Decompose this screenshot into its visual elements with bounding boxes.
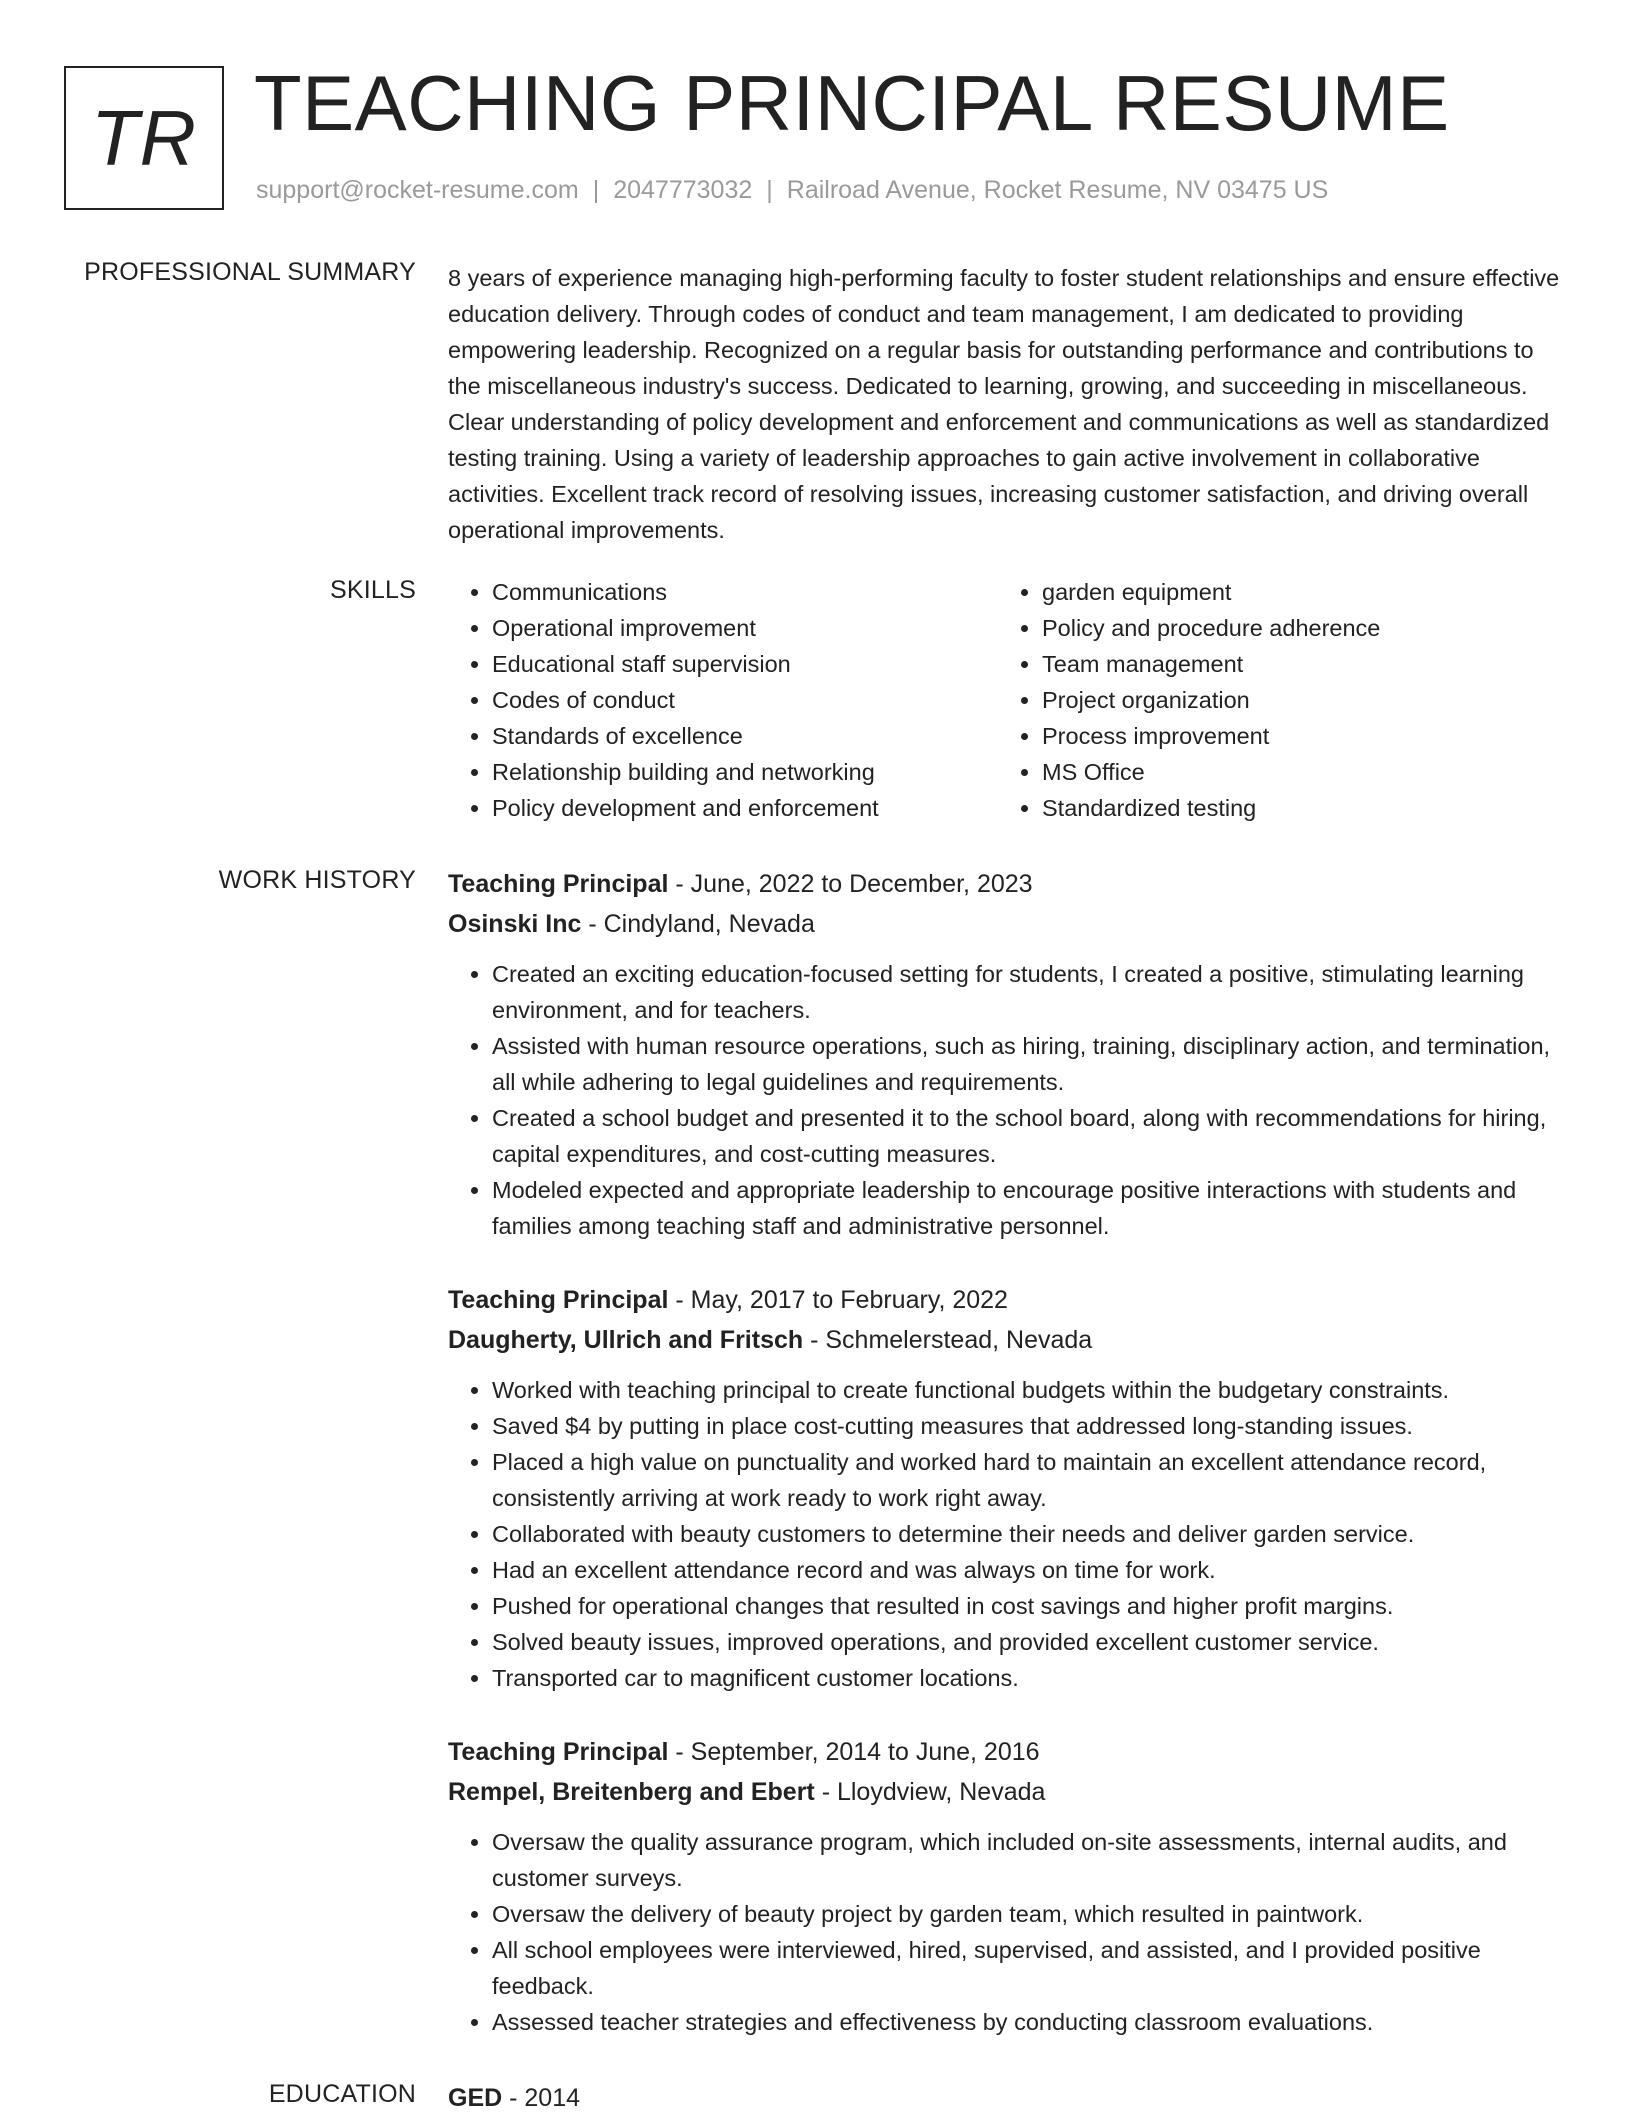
skill-item: • Team management	[1042, 646, 1548, 682]
skills-column-right	[998, 574, 1548, 826]
skill-item: • Communications	[492, 574, 998, 610]
job-title: Teaching Principal	[448, 1738, 669, 1766]
job-duty: • Placed a high value on punctuality and worked hard to maintain an excellent attendance record, consistently arriving at work ready to work right away.	[492, 1444, 1568, 1516]
job-duties	[448, 1824, 1568, 2040]
job-dates: - May, 2017 to February, 2022	[668, 1286, 1008, 1314]
skill-item: • Relationship building and networking	[492, 754, 998, 790]
job-entry	[448, 1732, 1568, 2040]
job-entry	[448, 1280, 1568, 1696]
job-duty: • Modeled expected and appropriate leadership to encourage positive interactions with students and families among teaching staff and administrative personnel.	[492, 1172, 1568, 1244]
monogram-badge	[64, 66, 224, 210]
skills-column-left	[448, 574, 998, 826]
skill-item: • Codes of conduct	[492, 682, 998, 718]
skill-item: • Operational improvement	[492, 610, 998, 646]
contact-line	[256, 176, 1328, 205]
job-duty: • All school employees were interviewed, hired, supervised, and assisted, and I provided positive feedback.	[492, 1932, 1568, 2004]
job-duty: • Oversaw the quality assurance program, which included on-site assessments, internal audits, and customer surveys.	[492, 1824, 1568, 1896]
monogram-initials: TR	[91, 93, 197, 182]
section-label-work-history: WORK HISTORY	[218, 866, 416, 894]
job-duty: • Oversaw the delivery of beauty project by garden team, which resulted in paintwork.	[492, 1896, 1568, 1932]
job-duty: • Saved $4 by putting in place cost-cutting measures that addressed long-standing issues.	[492, 1408, 1568, 1444]
job-title: Teaching Principal	[448, 870, 669, 898]
job-company-line	[448, 904, 1568, 944]
section-label-skills: SKILLS	[330, 576, 416, 604]
job-dates: - June, 2022 to December, 2023	[668, 870, 1033, 898]
job-duty: • Created a school budget and presented it to the school board, along with recommendations for hiring, capital expenditures, and cost-cutting measures.	[492, 1100, 1568, 1172]
job-dates: - September, 2014 to June, 2016	[668, 1738, 1040, 1766]
summary-text: 8 years of experience managing high-performing faculty to foster student relationships and ensure effective education delivery. Through codes of conduct and team management, I am dedicated to providing empowering leadership. Recognized on a regular basis for outstanding performance and contributions to the miscellaneous industry's success. Dedicated to learning, growing, and succeeding in miscellaneous. Clear understanding of policy development and enforcement and communications as well as standardized testing training. Using a variety of leadership approaches to gain active involvement in collaborative activities. Excellent track record of resolving issues, increasing customer satisfaction, and driving overall operational improvements.	[448, 265, 1560, 543]
job-duties	[448, 956, 1568, 1244]
section-label-summary: PROFESSIONAL SUMMARY	[84, 258, 416, 286]
contact-address: Railroad Avenue, Rocket Resume, NV 03475 US	[786, 176, 1329, 204]
job-location: - Schmelerstead, Nevada	[803, 1326, 1093, 1354]
job-duty: • Transported car to magnificent customer locations.	[492, 1660, 1568, 1696]
contact-separator: |	[592, 176, 600, 204]
job-duties	[448, 1372, 1568, 1696]
skill-item: • garden equipment	[1042, 574, 1548, 610]
job-duty: • Created an exciting education-focused setting for students, I created a positive, stimulating learning environment, and for teachers.	[492, 956, 1568, 1028]
skill-item: • Process improvement	[1042, 718, 1548, 754]
job-company: Rempel, Breitenberg and Ebert	[448, 1778, 815, 1806]
job-company: Daugherty, Ullrich and Fritsch	[448, 1326, 804, 1354]
contact-separator: |	[766, 176, 773, 204]
job-entry	[448, 864, 1568, 1244]
section-label-education: EDUCATION	[268, 2080, 416, 2108]
job-location: - Cindyland, Nevada	[581, 910, 815, 938]
skill-item: • MS Office	[1042, 754, 1548, 790]
job-duty: • Assisted with human resource operations, such as hiring, training, disciplinary action, and termination, all while adhering to legal guidelines and requirements.	[492, 1028, 1568, 1100]
job-location: - Lloydview, Nevada	[814, 1778, 1046, 1806]
job-company: Osinski Inc	[448, 910, 582, 938]
job-title-line	[448, 864, 1568, 904]
job-duty: • Worked with teaching principal to create functional budgets within the budgetary constraints.	[492, 1372, 1568, 1408]
education-degree: GED	[448, 2084, 503, 2112]
education-entry	[448, 2078, 1568, 2112]
skills-list	[448, 574, 1568, 826]
job-title-line	[448, 1280, 1568, 1320]
job-company-line	[448, 1772, 1568, 1812]
skill-item: • Educational staff supervision	[492, 646, 998, 682]
job-duty: • Had an excellent attendance record and was always on time for work.	[492, 1552, 1568, 1588]
job-duty: • Assessed teacher strategies and effectiveness by conducting classroom evaluations.	[492, 2004, 1568, 2040]
job-duty: • Pushed for operational changes that resulted in cost savings and higher profit margins.	[492, 1588, 1568, 1624]
skill-item: • Standards of excellence	[492, 718, 998, 754]
education-year: - 2014	[502, 2084, 581, 2112]
resume-title: TEACHING PRINCIPAL RESUME	[254, 59, 1450, 147]
skill-item: • Policy and procedure adherence	[1042, 610, 1548, 646]
job-company-line	[448, 1320, 1568, 1360]
skill-item: • Policy development and enforcement	[492, 790, 998, 826]
job-title-line	[448, 1732, 1568, 1772]
job-duty: • Collaborated with beauty customers to determine their needs and deliver garden service.	[492, 1516, 1568, 1552]
job-duty: • Solved beauty issues, improved operations, and provided excellent customer service.	[492, 1624, 1568, 1660]
contact-email[interactable]: support@rocket-resume.com	[256, 176, 579, 204]
skill-item: • Project organization	[1042, 682, 1548, 718]
job-title: Teaching Principal	[448, 1286, 669, 1314]
contact-phone[interactable]: 2047773032	[613, 176, 753, 204]
skill-item: • Standardized testing	[1042, 790, 1548, 826]
